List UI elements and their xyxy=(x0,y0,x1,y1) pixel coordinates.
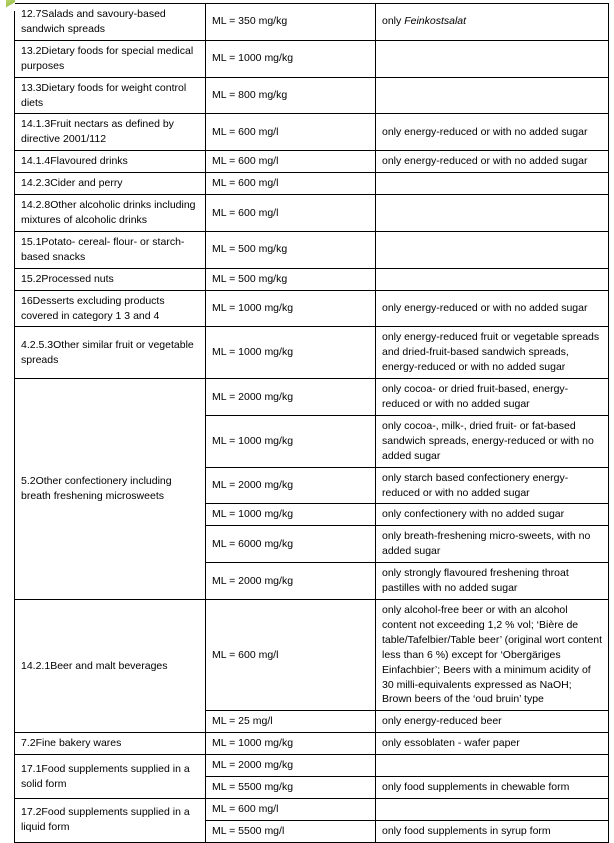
restrictions-cell xyxy=(376,77,609,114)
maximum-level-cell: ML = 350 mg/kg xyxy=(206,4,376,41)
maximum-level-cell: ML = 5500 mg/l xyxy=(206,820,376,842)
restrictions-cell: only confectionery with no added sugar xyxy=(376,504,609,526)
maximum-level-cell: ML = 2000 mg/kg xyxy=(206,379,376,416)
limits-table-container xyxy=(14,3,608,843)
table-row xyxy=(15,4,609,41)
table-row xyxy=(15,173,609,195)
restrictions-cell: only food supplements in chewable form xyxy=(376,777,609,799)
maximum-level-cell: ML = 2000 mg/kg xyxy=(206,563,376,600)
restrictions-cell: only alcohol-free beer or with an alcohol content not exceeding 1,2 % vol; ‘Bière de table/Tafelbier/Table beer’ (original wort content less than 6 %) except for ‘Obergäriges Einfachbier’; Beers with a minimum acidity of 30 milli-equivalents expressed as NaOH; Brown beers of the ‘oud bruin’ type xyxy=(376,600,609,711)
food-category-cell: 7.2Fine bakery wares xyxy=(15,733,206,755)
maximum-level-cell: ML = 1000 mg/kg xyxy=(206,290,376,327)
food-category-cell: 14.1.3Fruit nectars as defined by directive 2001/112 xyxy=(15,114,206,151)
table-row xyxy=(15,379,609,416)
restrictions-cell: only essoblaten - wafer paper xyxy=(376,733,609,755)
maximum-level-cell: ML = 1000 mg/kg xyxy=(206,327,376,379)
food-category-cell: 13.2Dietary foods for special medical purposes xyxy=(15,40,206,77)
restrictions-cell: only energy-reduced fruit or vegetable spreads and dried-fruit-based sandwich spreads, energy-reduced or with no added sugar xyxy=(376,327,609,379)
maximum-level-cell: ML = 2000 mg/kg xyxy=(206,467,376,504)
restrictions-cell: only energy-reduced or with no added sugar xyxy=(376,151,609,173)
restrictions-cell xyxy=(376,173,609,195)
restrictions-cell: only starch based confectionery energy-reduced or with no added sugar xyxy=(376,467,609,504)
food-category-cell: 5.2Other confectionery including breath freshening microsweets xyxy=(15,379,206,600)
food-category-cell: 14.1.4Flavoured drinks xyxy=(15,151,206,173)
food-category-cell: 14.2.3Cider and perry xyxy=(15,173,206,195)
table-row xyxy=(15,268,609,290)
restrictions-cell xyxy=(376,40,609,77)
maximum-level-cell: ML = 25 mg/l xyxy=(206,711,376,733)
restrictions-cell xyxy=(376,4,609,41)
maximum-level-cell: ML = 2000 mg/kg xyxy=(206,755,376,777)
food-category-cell: 13.3Dietary foods for weight control diets xyxy=(15,77,206,114)
restrictions-cell: only strongly flavoured freshening throat pastilles with no added sugar xyxy=(376,563,609,600)
table-row xyxy=(15,327,609,379)
maximum-level-cell: ML = 600 mg/l xyxy=(206,600,376,711)
food-category-cell: 12.7Salads and savoury-based sandwich spreads xyxy=(15,4,206,41)
restrictions-prefix: only xyxy=(382,15,405,28)
restrictions-cell: only energy-reduced beer xyxy=(376,711,609,733)
maximum-level-cell: ML = 600 mg/l xyxy=(206,173,376,195)
restrictions-cell xyxy=(376,798,609,820)
maximum-level-cell: ML = 600 mg/l xyxy=(206,151,376,173)
food-category-cell: 4.2.5.3Other similar fruit or vegetable spreads xyxy=(15,327,206,379)
restrictions-cell: only breath-freshening micro-sweets, with no added sugar xyxy=(376,526,609,563)
food-category-cell: 15.2Processed nuts xyxy=(15,268,206,290)
restrictions-cell: only energy-reduced or with no added sugar xyxy=(376,114,609,151)
table-row xyxy=(15,755,609,777)
maximum-level-cell: ML = 500 mg/kg xyxy=(206,231,376,268)
maximum-level-cell: ML = 6000 mg/kg xyxy=(206,526,376,563)
maximum-level-cell: ML = 600 mg/l xyxy=(206,798,376,820)
maximum-level-cell: ML = 5500 mg/kg xyxy=(206,777,376,799)
table-row xyxy=(15,290,609,327)
restrictions-cell xyxy=(376,231,609,268)
maximum-level-cell: ML = 800 mg/kg xyxy=(206,77,376,114)
restrictions-cell: only energy-reduced or with no added sugar xyxy=(376,290,609,327)
additive-maximum-levels-table xyxy=(14,3,609,843)
maximum-level-cell: ML = 1000 mg/kg xyxy=(206,733,376,755)
restrictions-cell xyxy=(376,268,609,290)
table-row xyxy=(15,114,609,151)
maximum-level-cell: ML = 500 mg/kg xyxy=(206,268,376,290)
restrictions-cell xyxy=(376,195,609,232)
table-row xyxy=(15,40,609,77)
restrictions-cell: only cocoa-, milk-, dried fruit- or fat-based sandwich spreads, energy-reduced or with no added sugar xyxy=(376,415,609,467)
maximum-level-cell: ML = 600 mg/l xyxy=(206,114,376,151)
maximum-level-cell: ML = 600 mg/l xyxy=(206,195,376,232)
table-row xyxy=(15,733,609,755)
table-row xyxy=(15,77,609,114)
maximum-level-cell: ML = 1000 mg/kg xyxy=(206,40,376,77)
table-row xyxy=(15,231,609,268)
food-category-cell: 14.2.1Beer and malt beverages xyxy=(15,600,206,733)
table-row xyxy=(15,600,609,711)
table-body xyxy=(15,4,609,843)
food-category-cell: 16Desserts excluding products covered in category 1 3 and 4 xyxy=(15,290,206,327)
maximum-level-cell: ML = 1000 mg/kg xyxy=(206,415,376,467)
table-row xyxy=(15,798,609,820)
table-row xyxy=(15,195,609,232)
maximum-level-cell: ML = 1000 mg/kg xyxy=(206,504,376,526)
food-category-cell: 15.1Potato- cereal- flour- or starch-based snacks xyxy=(15,231,206,268)
food-category-cell: 14.2.8Other alcoholic drinks including mixtures of alcoholic drinks xyxy=(15,195,206,232)
food-category-cell: 17.2Food supplements supplied in a liquid form xyxy=(15,798,206,842)
restrictions-cell xyxy=(376,755,609,777)
restrictions-cell: only cocoa- or dried fruit-based, energy-reduced or with no added sugar xyxy=(376,379,609,416)
restrictions-emphasis: Feinkostsalat xyxy=(404,15,467,28)
table-row xyxy=(15,151,609,173)
restrictions-cell: only food supplements in syrup form xyxy=(376,820,609,842)
food-category-cell: 17.1Food supplements supplied in a solid form xyxy=(15,755,206,799)
